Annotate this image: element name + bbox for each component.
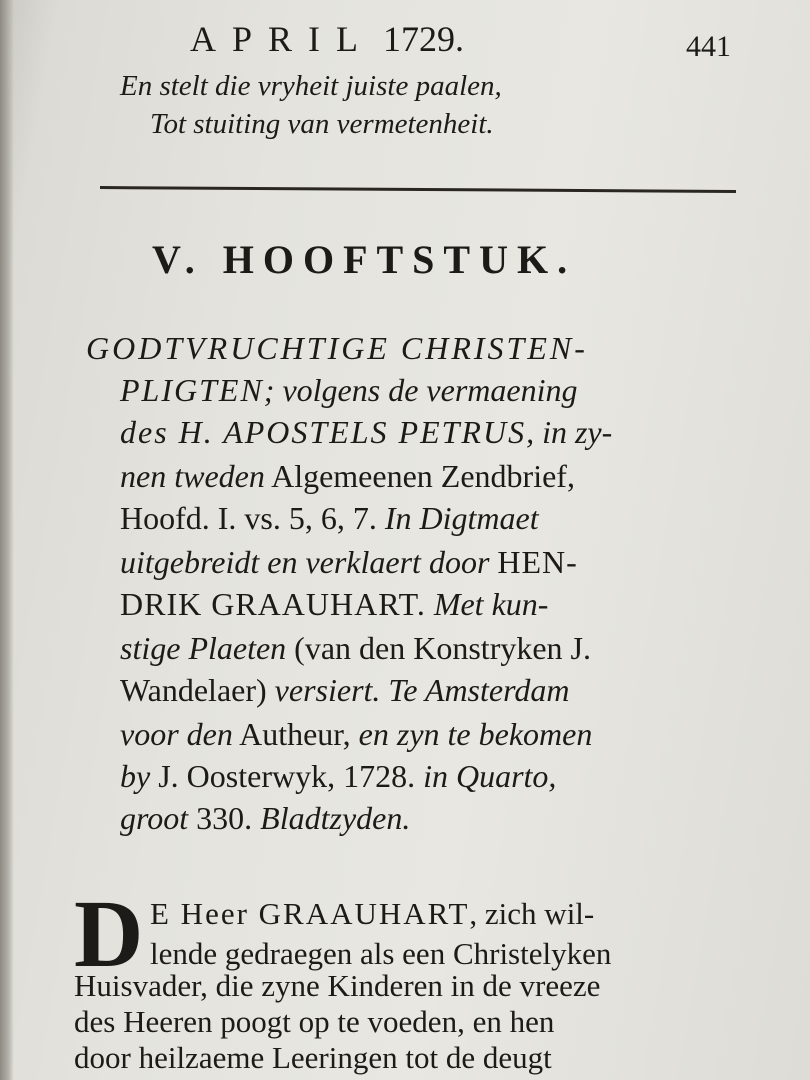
- entry-reference: Hoofd. I. vs. 5, 6, 7.: [120, 500, 377, 536]
- entry-line: [120, 800, 410, 837]
- body-text: E Heer GRAAUHART: [150, 896, 470, 931]
- entry-line: [120, 500, 539, 537]
- page-gutter: [0, 0, 14, 1080]
- body-text: , zich wil-: [469, 896, 595, 931]
- body-line: Huisvader, die zyne Kinderen in de vreeze: [74, 968, 601, 1003]
- entry-page-count: 330.: [196, 800, 253, 836]
- header-month-year: [190, 18, 464, 60]
- entry-line: [120, 630, 591, 667]
- body-line: lende gedraegen als een Christelyken: [150, 936, 612, 971]
- entry-text: Algemeenen Zendbrief,: [271, 458, 575, 494]
- entry-author-part: des H. APOSTELS PETRUS: [120, 414, 527, 450]
- entry-line: [120, 586, 548, 623]
- entry-line: [120, 372, 577, 409]
- section-divider: [100, 186, 736, 193]
- body-line: door heilzaeme Leeringen tot de deugt: [74, 1040, 552, 1075]
- entry-line: [120, 414, 612, 451]
- entry-line: [120, 544, 578, 581]
- motto-line-1: En stelt die vryheit juiste paalen,: [120, 70, 502, 102]
- entry-line: [120, 458, 575, 495]
- entry-text: Wandelaer): [120, 672, 267, 708]
- entry-line: [120, 672, 569, 709]
- entry-publisher: J. Oosterwyk, 1728.: [158, 758, 416, 794]
- entry-text: (van den Konstryken J.: [294, 630, 591, 666]
- entry-text: ; volgens de vermaening: [263, 372, 578, 408]
- entry-line: [120, 758, 556, 795]
- drop-cap: D: [74, 880, 144, 987]
- entry-line: [120, 716, 592, 753]
- entry-text: in Quarto,: [423, 758, 557, 794]
- body-line: des Heeren poogt op te voeden, en hen: [74, 1004, 555, 1039]
- entry-title-part: PLIGTEN: [120, 372, 264, 408]
- entry-text: en zyn te bekomen: [358, 716, 593, 752]
- entry-text: uitgebreidt en verklaert door: [120, 544, 490, 580]
- entry-text: versiert. Te Amsterdam: [274, 672, 570, 708]
- entry-line: GODTVRUCHTIGE CHRISTEN-: [86, 330, 588, 366]
- entry-author-name: HEN-: [497, 544, 578, 580]
- entry-text: In Digtmaet: [384, 500, 539, 536]
- entry-author-name: DRIK GRAAUHART.: [120, 586, 426, 622]
- header-month: APRIL: [190, 19, 375, 59]
- entry-text: Autheur,: [239, 716, 351, 752]
- entry-text: nen tweden: [120, 458, 265, 494]
- entry-text: voor den: [120, 716, 233, 752]
- header-year: 1729.: [383, 19, 465, 59]
- page-number: 441: [686, 30, 731, 63]
- chapter-title: V. HOOFTSTUK.: [152, 237, 577, 282]
- entry-text: , in zy-: [526, 414, 613, 450]
- entry-text: stige Plaeten: [120, 630, 287, 666]
- body-line: [150, 896, 594, 932]
- entry-text: groot: [120, 800, 189, 836]
- entry-text: Met kun-: [433, 586, 549, 622]
- entry-text: Bladtzyden.: [260, 800, 411, 836]
- motto-line-2: Tot stuiting van vermetenheit.: [150, 108, 494, 140]
- entry-text: by: [120, 758, 151, 794]
